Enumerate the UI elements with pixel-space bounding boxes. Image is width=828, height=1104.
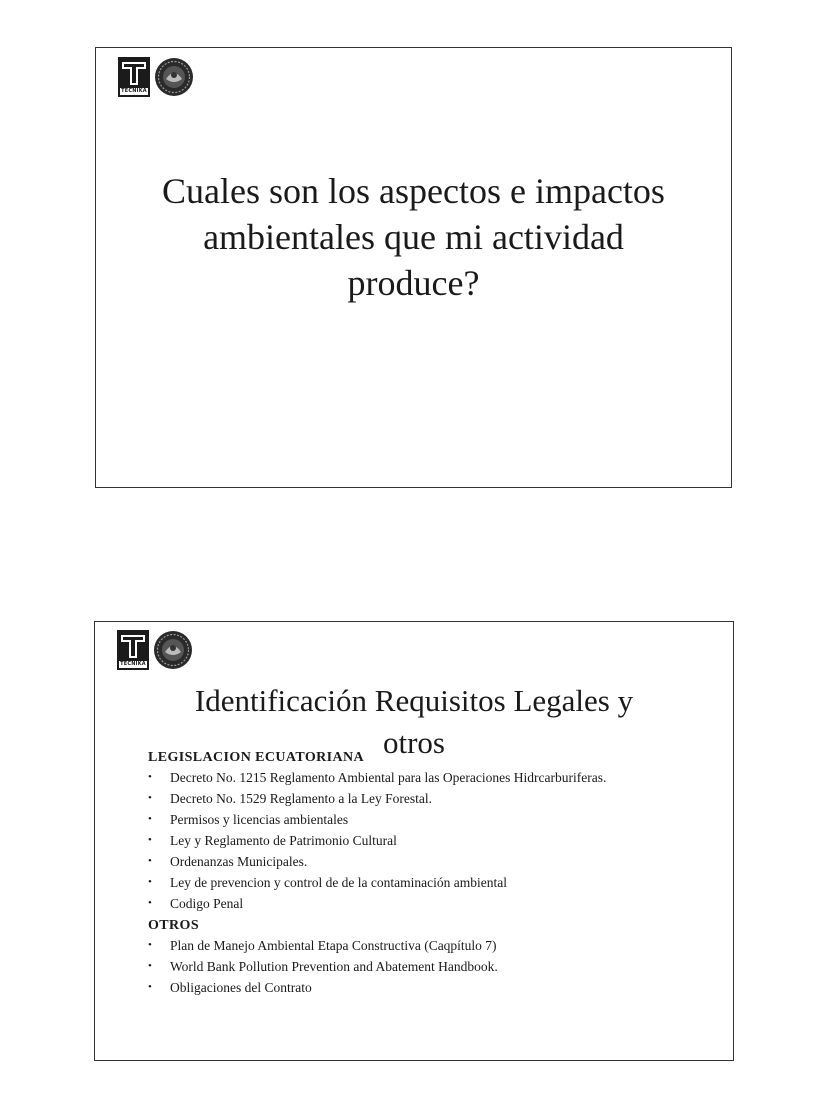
section-heading-otros: OTROS xyxy=(148,918,200,933)
slide-1-title-line-1: Cuales son los aspectos e impactos xyxy=(162,171,665,211)
list-item: • Obligaciones del Contrato xyxy=(148,980,312,995)
slide-2-logos xyxy=(117,630,193,670)
bullet-icon: • xyxy=(148,876,152,888)
slide-2-title-line-1: Identificación Requisitos Legales y xyxy=(194,683,634,718)
slide-1-title-line-2: ambientales que mi actividad xyxy=(203,217,624,257)
section-heading-legislacion: LEGISLACION ECUATORIANA xyxy=(148,750,365,765)
list-item: • Ordenanzas Municipales. xyxy=(148,854,308,869)
slide-1 xyxy=(95,47,732,488)
slide-1-title-line-3: produce? xyxy=(347,263,480,303)
round-seal-icon xyxy=(154,57,194,97)
slide-1-title xyxy=(126,168,701,306)
otros-list xyxy=(148,938,708,996)
bullet-icon: • xyxy=(148,771,152,783)
list-item: • Codigo Penal xyxy=(148,896,244,911)
t-logo-text: TECNIKA xyxy=(120,661,146,667)
list-item: • Decreto No. 1215 Reglamento Ambiental para las Operaciones Hidrcarburiferas. xyxy=(148,770,607,785)
t-logo-text: TECNIKA xyxy=(121,88,147,94)
bullet-icon: • xyxy=(148,960,152,972)
list-item: • Permisos y licencias ambientales xyxy=(148,812,349,827)
legislacion-list xyxy=(148,770,708,912)
bullet-icon: • xyxy=(148,939,152,951)
bullet-icon: • xyxy=(148,834,152,846)
bullet-icon: • xyxy=(148,981,152,993)
list-item: • Plan de Manejo Ambiental Etapa Constructiva (Caqpítulo 7) xyxy=(148,938,497,953)
slide-1-logos xyxy=(118,57,194,97)
t-letter-logo-icon xyxy=(118,57,150,97)
list-item: • Decreto No. 1529 Reglamento a la Ley Forestal. xyxy=(148,791,433,806)
list-item: • World Bank Pollution Prevention and Abatement Handbook. xyxy=(148,959,498,974)
round-seal-icon xyxy=(153,630,193,670)
list-item: • Ley y Reglamento de Patrimonio Cultural xyxy=(148,833,397,848)
slide-2-title-line-2: otros xyxy=(383,725,445,760)
bullet-icon: • xyxy=(148,855,152,867)
bullet-icon: • xyxy=(148,897,152,909)
slide-2-body xyxy=(148,749,708,1001)
list-item: • Ley de prevencion y control de de la contaminación ambiental xyxy=(148,875,507,890)
bullet-icon: • xyxy=(148,813,152,825)
slide-2 xyxy=(94,621,734,1061)
t-letter-logo-icon xyxy=(117,630,149,670)
bullet-icon: • xyxy=(148,792,152,804)
